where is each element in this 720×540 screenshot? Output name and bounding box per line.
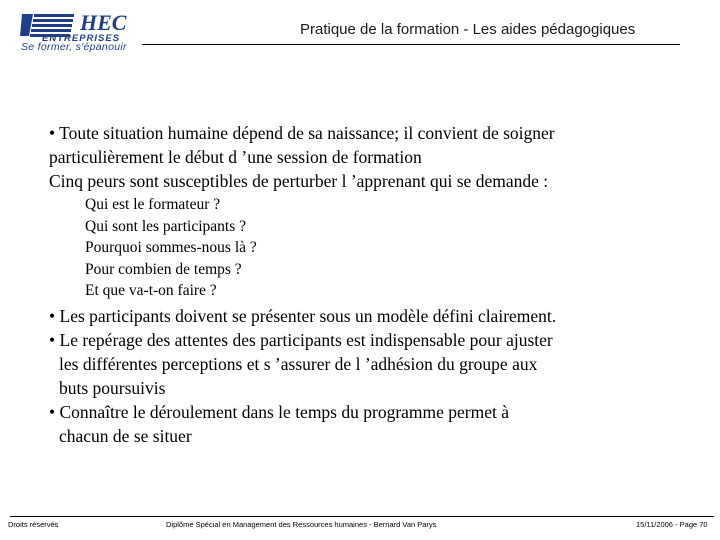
- bullet-line: chacun de se situer: [59, 425, 192, 446]
- logo-sub: ENTREPRISES: [42, 33, 121, 42]
- slide-content: [49, 121, 689, 448]
- logo-tagline: Se former, s'épanouir: [21, 41, 127, 53]
- footer-course: Diplôme Spécial en Management des Ressources humaines - Bernard Van Parys: [166, 520, 437, 529]
- page-title: Pratique de la formation - Les aides pédagogiques: [300, 21, 636, 38]
- bullet-line: • Le repérage des attentes des participants est indispensable pour ajuster: [49, 329, 553, 350]
- hec-logo-graphic: [20, 10, 140, 42]
- bullet-line: les différentes perceptions et s ’assurer de l ’adhésion du groupe aux: [59, 353, 538, 374]
- intro-line: particulièrement le début d ’une session de formation: [49, 147, 422, 167]
- question-item: Qui est le formateur ?: [85, 196, 221, 213]
- bullet-line: buts poursuivis: [59, 377, 166, 398]
- footer-divider: [10, 516, 714, 517]
- intro-line: Cinq peurs sont susceptibles de perturber l ’apprenant qui se demande :: [49, 171, 549, 191]
- intro-line: • Toute situation humaine dépend de sa naissance; il convient de soigner: [49, 123, 555, 143]
- logo-mark: HEC: [80, 10, 127, 35]
- bullet-line: • Les participants doivent se présenter sous un modèle défini clairement.: [49, 305, 557, 326]
- logo: [20, 10, 140, 54]
- footer-rights: Droits réservés: [8, 520, 59, 529]
- header-divider: [142, 44, 680, 45]
- question-item: Pourquoi sommes-nous là ?: [85, 239, 257, 256]
- question-item: Et que va-t-on faire ?: [85, 282, 217, 299]
- footer-page: 15/11/2006 - Page 70: [636, 520, 708, 529]
- question-item: Qui sont les participants ?: [85, 217, 246, 235]
- bullet-line: • Connaître le déroulement dans le temps du programme permet à: [49, 401, 510, 422]
- question-item: Pour combien de temps ?: [85, 260, 242, 278]
